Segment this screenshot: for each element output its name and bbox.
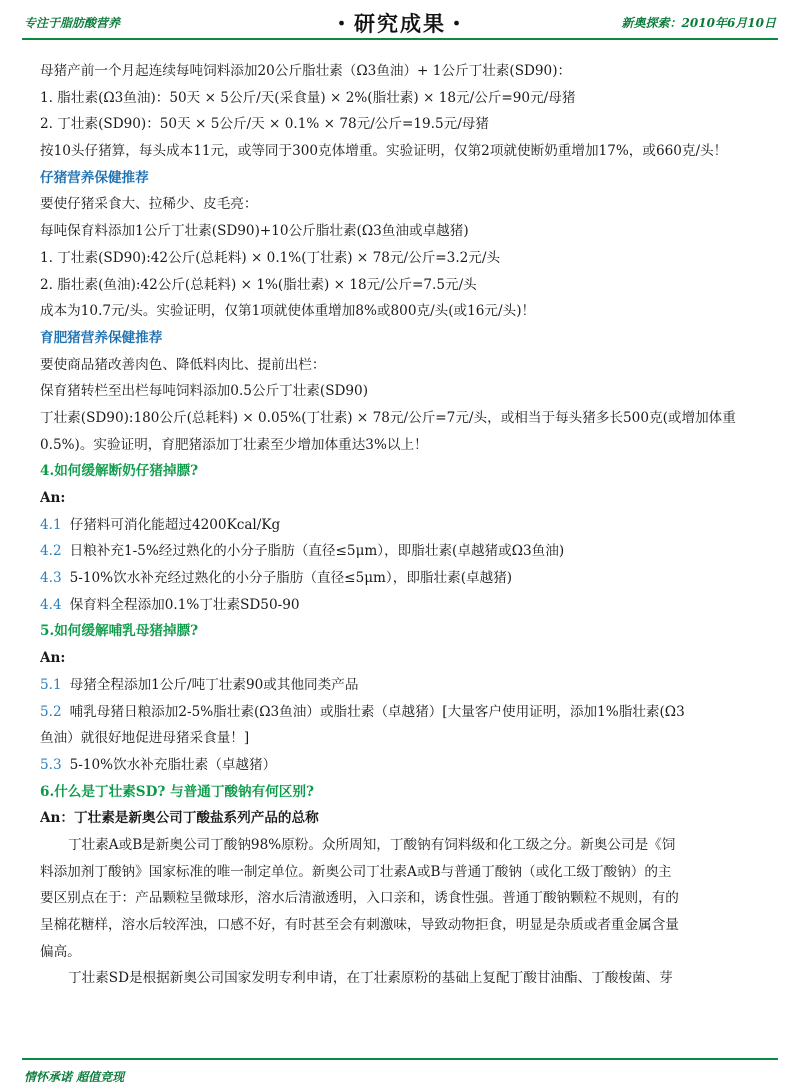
list-item xyxy=(40,752,764,779)
list-number: 5.1 xyxy=(40,676,62,693)
paragraph-line: 成本为10.7元/头。实验证明，仅第1项就使体重增加8%或800克/头(或16元/头)！ xyxy=(40,303,536,320)
paragraph-line: 要使仔猪采食大、拉稀少、皮毛亮： xyxy=(40,196,258,213)
page-footer xyxy=(22,1058,778,1092)
answer-label: An：丁壮素是新奥公司丁酸盐系列产品的总称 xyxy=(40,810,319,827)
page-title: ・研究成果・ xyxy=(331,11,469,36)
list-text: 仔猪料可消化能超过4200Kcal/Kg xyxy=(69,516,281,533)
list-number: 4.4 xyxy=(40,596,62,613)
answer-label: An: xyxy=(40,490,66,506)
list-item xyxy=(40,538,764,565)
header-date: 新奥探索：2010年6月10日 xyxy=(621,16,776,30)
list-item xyxy=(40,565,764,592)
section-heading: 育肥猪营养保健推荐 xyxy=(40,329,163,346)
header-slogan: 专注于脂肪酸营养 xyxy=(24,16,121,30)
list-number: 4.1 xyxy=(40,516,62,533)
list-number: 4.3 xyxy=(40,570,62,587)
list-item xyxy=(40,672,764,699)
article-body xyxy=(40,58,764,992)
list-text: 5-10%饮水补充脂壮素（卓越猪） xyxy=(69,756,277,773)
paragraph-line: 母猪产前一个月起连续每吨饲料添加20公斤脂壮素（Ω3鱼油）+ 1公斤丁壮素(SD90)： xyxy=(40,63,572,79)
paragraph-line: 每吨保育料添加1公斤丁壮素(SD90)+10公斤脂壮素(Ω3鱼油或卓越猪) xyxy=(40,223,469,240)
paragraph-line: 按10头仔猪算，每头成本11元，或等同于300克体增重。实验证明，仅第2项就使断奶重增加17%，或660克/头！ xyxy=(40,143,728,160)
paragraph-line: 1. 丁壮素(SD90):42公斤(总耗料) × 0.1%(丁壮素) × 78元/公斤=3.2元/头 xyxy=(40,249,501,266)
question-heading: 5.如何缓解哺乳母猪掉膘? xyxy=(40,623,199,640)
answer-label: An: xyxy=(40,650,66,667)
list-number: 5.3 xyxy=(40,756,62,773)
list-item xyxy=(40,592,764,619)
header-divider xyxy=(22,38,778,40)
paragraph-line: 丁壮素SD是根据新奥公司国家发明专利申请，在丁壮素原粉的基础上复配丁酸甘油酯、丁酸梭菌、芽 xyxy=(68,970,673,987)
list-item xyxy=(40,512,764,539)
paragraph-line: 保育猪转栏至出栏每吨饲料添加0.5公斤丁壮素(SD90) xyxy=(40,383,369,400)
paragraph-line: 要区别点在于：产品颗粒呈微球形，溶水后清澈透明，入口亲和，诱食性强。普通丁酸钠颗粒不规则，有的 xyxy=(40,890,679,907)
paragraph-line: 要使商品猪改善肉色、降低料肉比、提前出栏： xyxy=(40,356,326,373)
paragraph-line: 料添加剂丁酸钠》国家标准的唯一制定单位。新奥公司丁壮素A或B与普通丁酸钠（或化工级丁酸钠）的主 xyxy=(40,863,672,880)
paragraph-line: 呈棉花糖样，溶水后较浑浊，口感不好，有时甚至会有刺激味，导致动物拒食，明显是杂质或者重金属含量 xyxy=(40,917,679,933)
list-item xyxy=(40,699,764,726)
list-number: 4.2 xyxy=(40,543,62,560)
paragraph-line: 2. 丁壮素(SD90)：50天 × 5公斤/天 × 0.1% × 78元/公斤=19.5元/母猪 xyxy=(40,116,489,133)
paragraph-line: 丁壮素A或B是新奥公司丁酸钠98%原粉。众所周知，丁酸钠有饲料级和化工级之分。新奥公司是《饲 xyxy=(68,836,676,853)
footer-motto: 情怀承诺 超值竞现 xyxy=(24,1070,125,1084)
list-text: 哺乳母猪日粮添加2-5%脂壮素(Ω3鱼油）或脂壮素（卓越猪）[大量客户使用证明，添加1%脂壮素(Ω3 xyxy=(69,703,685,720)
list-text: 5-10%饮水补充经过熟化的小分子脂肪（直径≤5μm），即脂壮素(卓越猪) xyxy=(69,570,513,587)
footer-divider xyxy=(22,1058,778,1060)
paragraph-line: 1. 脂壮素(Ω3鱼油)：50天 × 5公斤/天(采食量) × 2%(脂壮素) × 18元/公斤=90元/母猪 xyxy=(40,89,576,106)
list-text: 母猪全程添加1公斤/吨丁壮素90或其他同类产品 xyxy=(69,676,359,693)
question-heading: 6.什么是丁壮素SD? 与普通丁酸钠有何区别? xyxy=(40,783,314,800)
question-heading: 4.如何缓解断奶仔猪掉膘? xyxy=(40,463,199,480)
list-item-continuation: 鱼油）就很好地促进母猪采食量！] xyxy=(40,730,250,747)
paragraph-line: 丁壮素(SD90):180公斤(总耗料) × 0.05%(丁壮素) × 78元/公斤=7元/头，或相当于每头猪多长500克(或增加体重 xyxy=(40,409,736,426)
list-text: 保育料全程添加0.1%丁壮素SD50-90 xyxy=(69,596,300,613)
page-header xyxy=(22,0,778,40)
paragraph-line: 2. 脂壮素(鱼油):42公斤(总耗料) × 1%(脂壮素) × 18元/公斤=7.5元/头 xyxy=(40,276,477,293)
list-text: 日粮补充1-5%经过熟化的小分子脂肪（直径≤5μm），即脂壮素(卓越猪或Ω3鱼油) xyxy=(69,543,565,560)
list-number: 5.2 xyxy=(40,703,62,720)
section-heading: 仔猪营养保健推荐 xyxy=(40,169,149,186)
paragraph-line: 0.5%)。实验证明，育肥猪添加丁壮素至少增加体重达3%以上！ xyxy=(40,436,428,453)
paragraph-line: 偏高。 xyxy=(40,943,81,960)
